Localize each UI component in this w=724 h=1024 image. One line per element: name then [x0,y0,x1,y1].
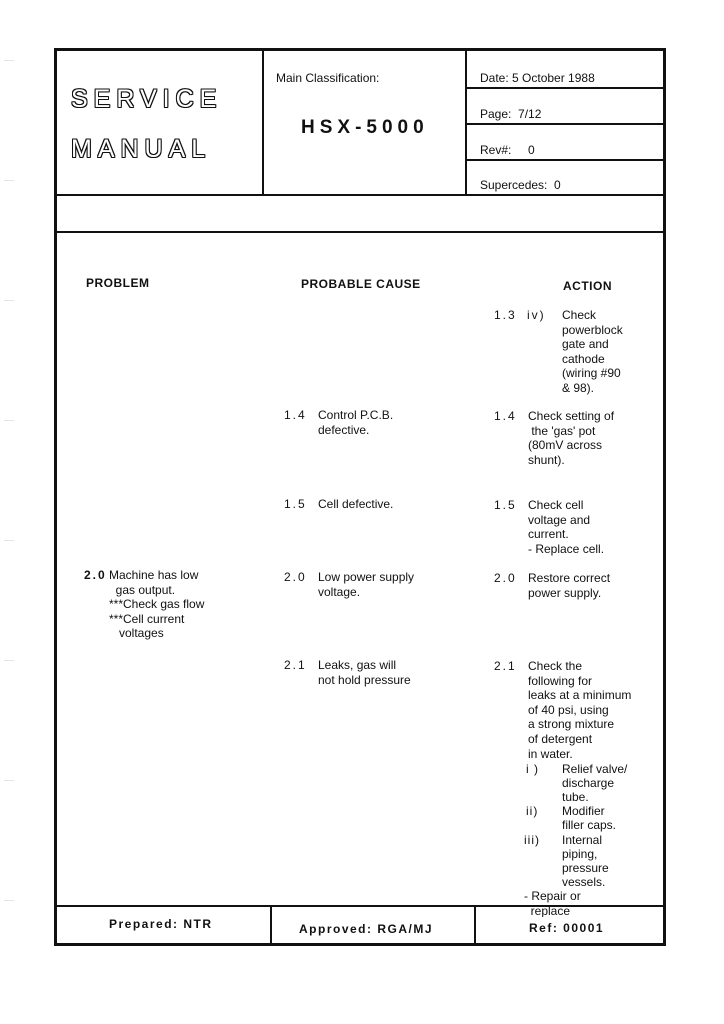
document-frame [54,48,666,946]
action-subitem-label: ii) [526,804,539,818]
rev-field: Rev#: 0 [480,143,535,157]
reference-number: Ref: 00001 [529,921,605,935]
approved-by: Approved: RGA/MJ [299,922,434,936]
action-text: Check cell voltage and current. - Replace cell. [528,498,605,556]
action-tail-clip [524,889,581,917]
model-number: HSX-5000 [301,117,429,138]
action-subitem-label: iv) [527,308,546,322]
cause-code: 2.1 [284,658,307,672]
page-field: Page: 7/12 [480,107,542,121]
problem-header: PROBLEM [86,276,150,290]
cause-code: 2.0 [284,570,307,584]
main-classification-label: Main Classification: [276,71,380,85]
footer-divider-right [474,906,476,946]
action-code: 1.3 [494,308,517,322]
cause-header: PROBABLE CAUSE [301,277,421,291]
cause-code: 1.5 [284,497,307,511]
action-code: 2.0 [494,571,517,585]
cause-text: Low power supply voltage. [318,570,415,599]
action-subitem-label: i ) [526,762,539,776]
footer-top-rule [57,905,663,907]
action-subitem-label: iii) [524,833,540,847]
action-text: Check setting of the 'gas' pot (80mV across shunt). [528,409,615,467]
action-header: ACTION [563,279,612,293]
supercedes-field: Supercedes: 0 [480,178,561,192]
cause-text: Leaks, gas will not hold pressure [318,658,411,687]
title-service: SERVICE [71,85,223,113]
action-tail-text: - Repair or replace [524,889,581,917]
action-subitem-text: Relief valve/ discharge tube. [562,762,628,804]
action-code: 1.4 [494,409,517,423]
cause-text: Cell defective. [318,497,394,511]
action-text: Restore correct power supply. [528,571,611,600]
action-text: Check the following for leaks at a minimum of 40 psi, using a strong mixture of detergent in water. [528,659,632,761]
action-subitem-text: Modifier filler caps. [562,804,617,832]
info-divider-3 [467,159,666,161]
blank-band-rule [57,231,663,233]
title-manual: MANUAL [71,135,212,163]
header-divider-left [262,51,264,196]
cause-code: 1.4 [284,408,307,422]
header-bottom-rule [57,194,663,196]
action-subitem-text: Internal piping, pressure vessels. [562,833,609,889]
action-code: 2.1 [494,659,517,673]
info-divider-2 [467,123,666,125]
date-field: Date: 5 October 1988 [480,71,595,85]
prepared-by: Prepared: NTR [109,917,213,931]
footer-divider-left [270,906,272,946]
action-text: Check powerblock gate and cathode (wiring #90 & 98). [562,308,623,395]
problem-code: 2.0 [84,568,107,582]
action-code: 1.5 [494,498,517,512]
cause-text: Control P.C.B. defective. [318,408,394,437]
problem-text: Machine has low gas output. ***Check gas flow ***Cell current voltages [109,568,205,641]
info-divider-1 [467,87,666,89]
